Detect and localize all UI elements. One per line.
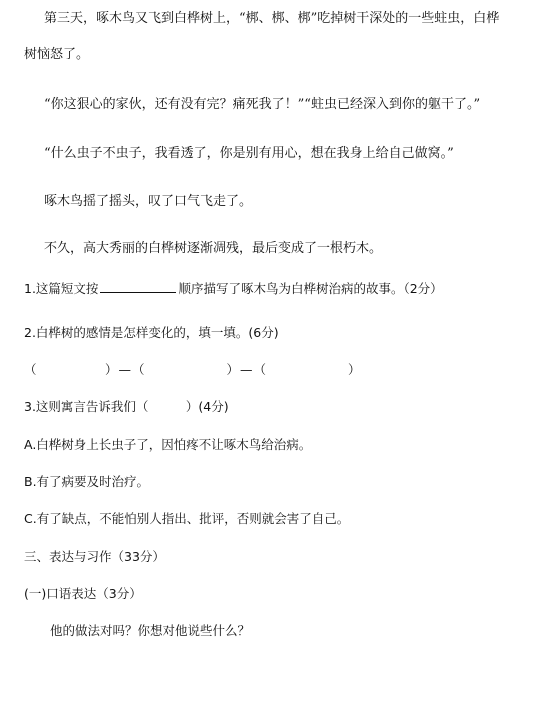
question-3-option-b: B.有了病要及时治疗。 bbox=[24, 474, 150, 489]
question-3-option-c: C.有了缺点，不能怕别人指出、批评，否则就会害了自己。 bbox=[24, 511, 350, 526]
question-2: 2.白桦树的感情是怎样变化的，填一填。(6分) bbox=[24, 325, 279, 340]
question-3-option-a: A.白桦树身上长虫子了，因怕疼不让啄木鸟给治病。 bbox=[24, 437, 312, 452]
section-title: 三、表达与习作（33分） bbox=[24, 549, 165, 564]
story-paragraph-5: 不久，高大秀丽的白桦树逐渐凋残，最后变成了一根朽木。 bbox=[44, 241, 383, 256]
oral-expression-prompt: 他的做法对吗？你想对他说些什么？ bbox=[50, 623, 251, 638]
question-1-suffix: 顺序描写了啄木鸟为白桦树治病的故事。（2分） bbox=[178, 281, 443, 296]
question-1-answer-blank[interactable] bbox=[100, 280, 176, 293]
question-1-prefix: 1.这篇短文按 bbox=[24, 281, 99, 296]
question-1 bbox=[24, 280, 443, 298]
story-paragraph-2: “你这狠心的家伙，还有没有完？痛死我了！”“蛀虫已经深入到你的躯干了。” bbox=[44, 97, 481, 112]
story-paragraph-3: “什么虫子不虫子，我看透了，你是别有用心，想在我身上给自己做窝。” bbox=[44, 146, 454, 161]
story-paragraph-4: 啄木鸟摇了摇头，叹了口气飞走了。 bbox=[44, 194, 253, 209]
story-paragraph-1-line-2: 树恼怒了。 bbox=[24, 47, 90, 62]
section-subtitle: (一)口语表达（3分） bbox=[24, 586, 142, 601]
question-2-answer-blanks[interactable]: （ ）—（ ）—（ ） bbox=[24, 362, 362, 377]
question-3: 3.这则寓言告诉我们（ ）(4分) bbox=[24, 399, 229, 414]
story-paragraph-1-line-1: 第三天，啄木鸟又飞到白桦树上，“梆、梆、梆”吃掉树干深处的一些蛀虫，白桦 bbox=[44, 11, 500, 26]
